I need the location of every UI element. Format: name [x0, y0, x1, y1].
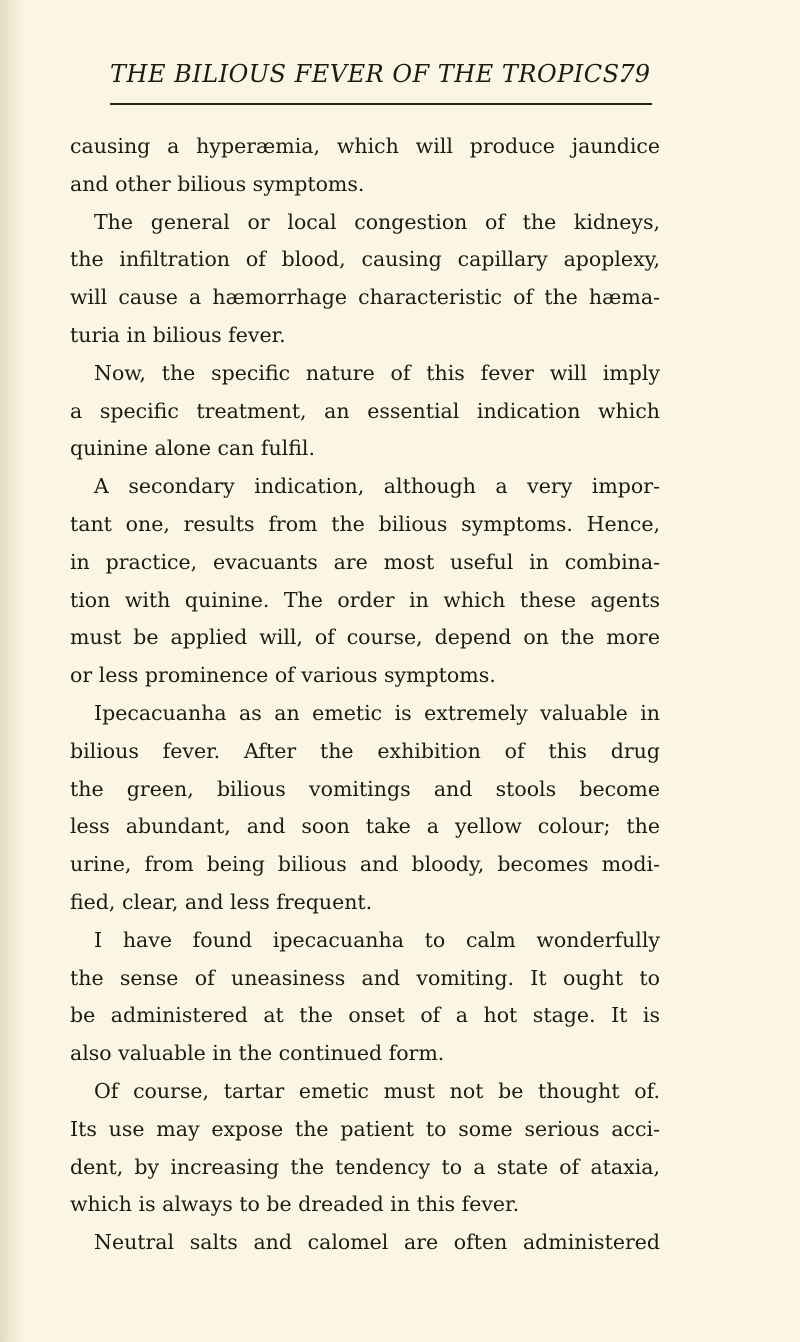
text-line: tion with quinine. The order in which these agents: [70, 587, 660, 612]
text-line: in practice, evacuants are most useful in combina-: [70, 549, 660, 574]
text-line: or less prominence of various symptoms.: [70, 663, 496, 688]
text-line: also valuable in the continued form.: [70, 1041, 445, 1066]
text-line: Of course, tartar emetic must not be thought of.: [94, 1078, 660, 1103]
text-line: which is always to be dreaded in this fever.: [70, 1192, 520, 1217]
text-line: urine, from being bilious and bloody, becomes modi-: [70, 852, 660, 877]
text-line: less abundant, and soon take a yellow colour; the: [70, 814, 660, 839]
running-head: [110, 56, 650, 96]
page-edge-shadow: [0, 0, 24, 1342]
text-line: turia in bilious fever.: [70, 322, 286, 347]
page-number: 79: [619, 60, 650, 88]
text-line: fied, clear, and less frequent.: [70, 889, 373, 914]
text-line: will cause a hæmorrhage characteristic of the hæma-: [70, 285, 660, 310]
text-line: and other bilious symptoms.: [70, 171, 365, 196]
text-line: Its use may expose the patient to some serious acci-: [70, 1116, 660, 1141]
text-line: dent, by increasing the tendency to a state of ataxia,: [70, 1154, 660, 1179]
text-line: quinine alone can fulfil.: [70, 436, 315, 461]
text-line: causing a hyperæmia, which will produce jaundice: [70, 134, 660, 158]
text-line: the green, bilious vomitings and stools become: [70, 776, 660, 801]
body-text: [70, 128, 660, 1262]
text-line: must be applied will, of course, depend on the more: [70, 625, 660, 650]
text-line: Ipecacuanha as an emetic is extremely valuable in: [94, 700, 660, 725]
text-line: The general or local congestion of the kidneys,: [94, 209, 660, 234]
text-line: the infiltration of blood, causing capillary apoplexy,: [70, 247, 660, 272]
header-rule: [110, 103, 652, 105]
text-line: tant one, results from the bilious symptoms. Hence,: [70, 511, 660, 536]
text-line: A secondary indication, although a very impor-: [94, 474, 660, 499]
running-head-title: THE BILIOUS FEVER OF THE TROPICS.: [110, 60, 627, 88]
text-line: be administered at the onset of a hot stage. It is: [70, 1003, 660, 1028]
text-line: bilious fever. After the exhibition of this drug: [70, 738, 660, 763]
text-line: Now, the specific nature of this fever will imply: [94, 360, 660, 385]
text-line: Neutral salts and calomel are often administered: [94, 1230, 660, 1255]
text-line: the sense of uneasiness and vomiting. It ought to: [70, 965, 660, 990]
text-line: I have found ipecacuanha to calm wonderfully: [94, 927, 660, 952]
text-line: a specific treatment, an essential indication which: [70, 398, 660, 423]
